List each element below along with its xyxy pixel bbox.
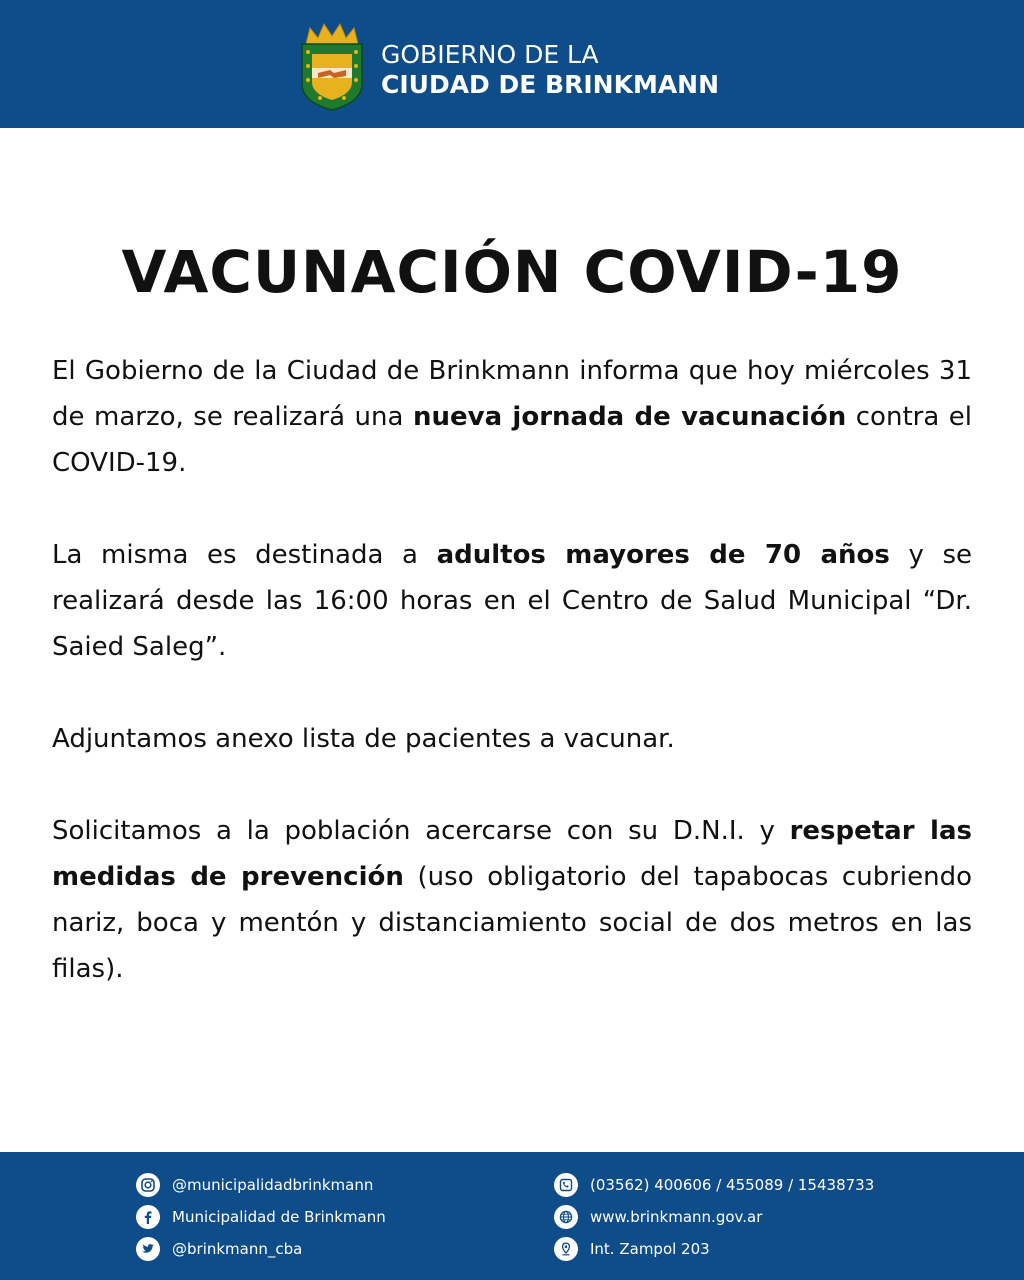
footer-facebook[interactable] xyxy=(136,1204,386,1230)
paragraph-emphasis: nueva jornada de vacunación xyxy=(412,402,847,432)
paragraph-target-group xyxy=(52,532,972,670)
paragraph-emphasis: respetar las medidas de prevención xyxy=(52,816,972,892)
footer-phone[interactable] xyxy=(554,1172,874,1198)
paragraph-attachment xyxy=(52,716,972,762)
twitter-icon xyxy=(136,1237,160,1261)
globe-icon xyxy=(554,1205,578,1229)
footer-contact-bar xyxy=(0,1152,1024,1280)
paragraph-text: Adjuntamos anexo lista de pacientes a vacunar. xyxy=(52,724,675,754)
footer-website[interactable] xyxy=(554,1204,762,1230)
paragraph-prevention xyxy=(52,808,972,992)
instagram-icon xyxy=(136,1173,160,1197)
instagram-handle: @municipalidadbrinkmann xyxy=(172,1176,374,1194)
paragraph-text: El Gobierno de la Ciudad de Brinkmann informa que hoy miércoles 31 de marzo, se realizará una xyxy=(52,356,972,432)
government-name xyxy=(381,40,719,100)
paragraph-text: (uso obligatorio del tapabocas cubriendo nariz, boca y mentón y distanciamiento social de dos metros en las filas). xyxy=(52,862,972,984)
footer-instagram[interactable] xyxy=(136,1172,373,1198)
footer-address[interactable] xyxy=(554,1236,710,1262)
government-name-line2: CIUDAD DE BRINKMANN xyxy=(381,70,720,99)
paragraph-emphasis: adultos mayores de 70 años xyxy=(436,540,890,570)
footer-twitter[interactable] xyxy=(136,1236,302,1262)
phone-icon xyxy=(554,1173,578,1197)
street-address: Int. Zampol 203 xyxy=(590,1240,710,1258)
paragraph-text: Solicitamos a la población acercarse con su D.N.I. y xyxy=(52,816,790,846)
paragraph-vaccination-day xyxy=(52,348,972,486)
facebook-icon xyxy=(136,1205,160,1229)
twitter-handle: @brinkmann_cba xyxy=(172,1240,303,1258)
website-url: www.brinkmann.gov.ar xyxy=(590,1208,763,1226)
phone-numbers: (03562) 400606 / 455089 / 15438733 xyxy=(590,1176,875,1194)
announcement-body xyxy=(52,348,972,992)
header-banner xyxy=(0,0,1024,128)
paragraph-text: La misma es destinada a xyxy=(52,540,437,570)
brinkmann-coat-of-arms-icon xyxy=(300,22,364,112)
government-name-line1: GOBIERNO DE LA xyxy=(381,40,599,69)
page-title: VACUNACIÓN COVID-19 xyxy=(121,238,903,306)
location-pin-icon xyxy=(554,1237,578,1261)
facebook-page-name: Municipalidad de Brinkmann xyxy=(172,1208,386,1226)
paragraph-text: y se realizará desde las 16:00 horas en el Centro de Salud Municipal “Dr. Saied Saleg”. xyxy=(52,540,972,662)
paragraph-text: contra el COVID-19. xyxy=(52,402,972,478)
